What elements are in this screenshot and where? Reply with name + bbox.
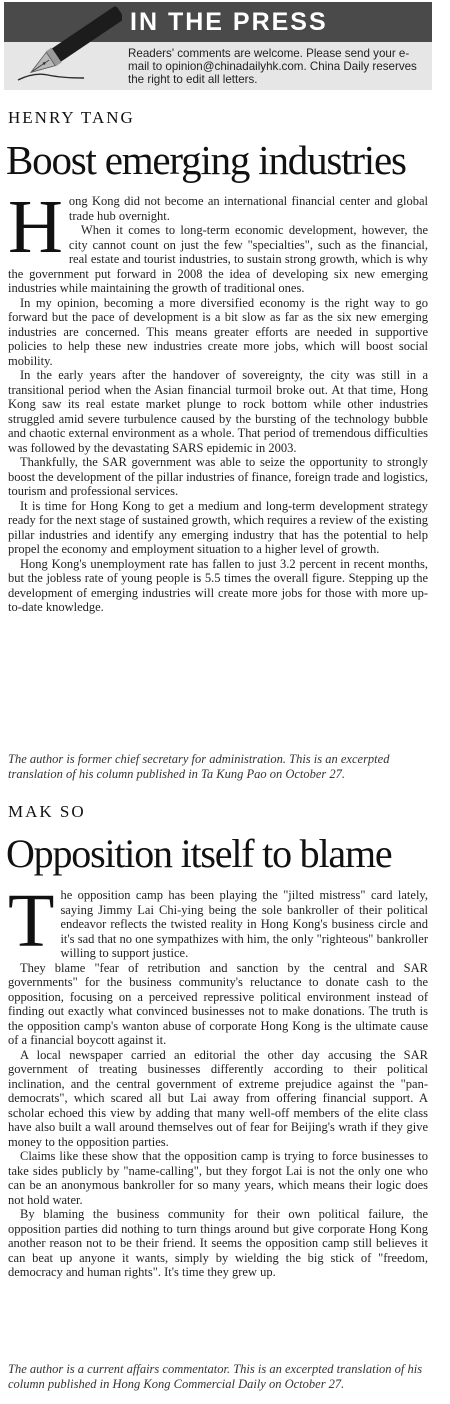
article-1-headline: Boost emerging industries xyxy=(6,137,406,183)
article-1-byline: HENRY TANG xyxy=(8,108,135,127)
article-1-paragraph: When it comes to long-term economic development, however, the city cannot count on just the few "specialties", such as the financial, real estate and tourist industries, to sustain strong growth, which is why the government put forward in 2008 the idea of developing six new emerging industries while maintaining the growth of traditional ones. xyxy=(8,223,428,295)
article-1-body xyxy=(8,185,428,615)
article-2-paragraph: A local newspaper carried an editorial the other day accusing the SAR government of treating businesses differently according to their political inclination, and the central government of extreme prejudice against the "pan-democrats", which scared all but Lai away from offering financial support. A scholar echoed this view by adding that many well-off members of the elite class have also built a wall around themselves out of fear for Beijing's wrath if they give money to the opposition parties. xyxy=(8,1047,428,1149)
article-2-byline: MAK SO xyxy=(8,802,86,821)
article-2-paragraph: By blaming the business community for their own political failure, the opposition parties did nothing to turn things around but give corporate Hong Kong another reason not to be their friend. It seems the opposition camp still believes it can beat up anyone it wants, simply by wielding the big stick of "freedom, democracy and human rights". It's time they grew up. xyxy=(8,1207,428,1279)
article-1-paragraph: It is time for Hong Kong to get a medium and long-term development strategy ready for the next stage of sustained growth, which requires a review of the existing pillar industries and identify any emerging industry that has the potential to help propel the economy and employment situation to a higher level of growth. xyxy=(8,498,428,556)
article-2-headline: Opposition itself to blame xyxy=(6,831,392,876)
article-1-author-note: The author is former chief secretary for administration. This is an excerpted translation of his column published in Ta Kung Pao on October 27. xyxy=(8,752,390,781)
article-2-lead: he opposition camp has been playing the "jilted mistress" card lately, saying Jimmy Lai Chi-ying being the sole bankroller of their political endeavor reflects the twisted reality in Hong Kong's business circle and it's sad that no one sympathizes with him, the only "righteous" bankroller willing to support justice. xyxy=(60,888,428,960)
article-2-paragraph: Claims like these show that the opposition camp is trying to force businesses to take sides publicly by "name-calling", but they forgot Lai is not the only one who can be an anonymous bankroller for so many years, which means their logic does not hold water. xyxy=(8,1149,428,1207)
article-1-paragraph: Hong Kong's unemployment rate has fallen to just 3.2 percent in recent months, but the jobless rate of young people is 5.5 times the overall figure. Stepping up the development of emerging industries will create more jobs for those with more up-to-date knowledge. xyxy=(8,556,428,614)
article-2-body xyxy=(8,879,428,1280)
article-1-lead: ong Kong did not become an international financial center and global trade hub overnight. xyxy=(68,194,428,223)
article-1-paragraph: In my opinion, becoming a more diversified economy is the right way to go forward but the pace of development is a bit slow as far as the six new emerging industries are concerned. This means greater efforts are needed in supportive policies to help these new industries create more jobs, which will boost social mobility. xyxy=(8,295,428,368)
fountain-pen-icon xyxy=(4,2,122,90)
article-1-paragraph: In the early years after the handover of sovereignty, the city was still in a transitional period when the Asian financial turmoil broke out. At that time, Hong Kong saw its real estate market plunge to rock bottom while other industries struggled amid severe turbulence caused by the bursting of the technology bubble and chaotic external environment as a whole. That period of tremendous difficulties was followed by the devastating SARS epidemic in 2003. xyxy=(8,368,428,455)
article-2-author-note: The author is a current affairs commentator. This is an excerpted translation of his column published in Hong Kong Commercial Daily on October 27. xyxy=(8,1362,423,1391)
section-title: IN THE PRESS xyxy=(130,8,328,36)
drop-cap: H xyxy=(8,185,63,269)
article-2-paragraph xyxy=(8,879,428,963)
readers-note: Readers' comments are welcome. Please send your e-mail to opinion@chinadailyhk.com. China Daily reserves the right to edit all letters. xyxy=(128,47,417,87)
section-header xyxy=(4,2,432,90)
article-1-paragraph: Thankfully, the SAR government was able to seize the opportunity to strongly boost the development of the pillar industries of finance, foreign trade and logistics, tourism and professional services. xyxy=(8,455,428,498)
article-2-paragraph: They blame "fear of retribution and sanction by the central and SAR governments" for the business community's reluctance to donate cash to the opposition, focusing on a perceived repressive political environment instead of finding out exactly what convinced businesses not to make donations. The truth is the opposition camp's wanton abuse of corporate Hong Kong is the ultimate cause of a financial boycott against it. xyxy=(8,960,428,1047)
drop-cap: T xyxy=(8,879,55,963)
